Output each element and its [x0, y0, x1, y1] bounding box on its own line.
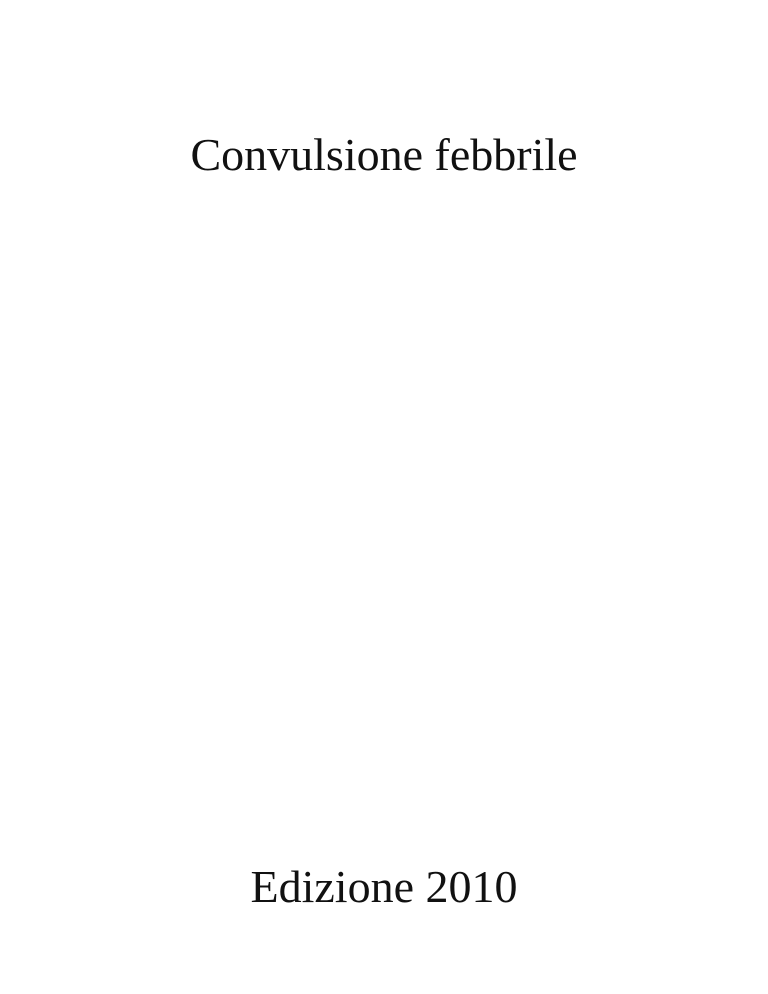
document-title: Convulsione febbrile [190, 129, 578, 180]
document-edition: Edizione 2010 [250, 861, 518, 912]
